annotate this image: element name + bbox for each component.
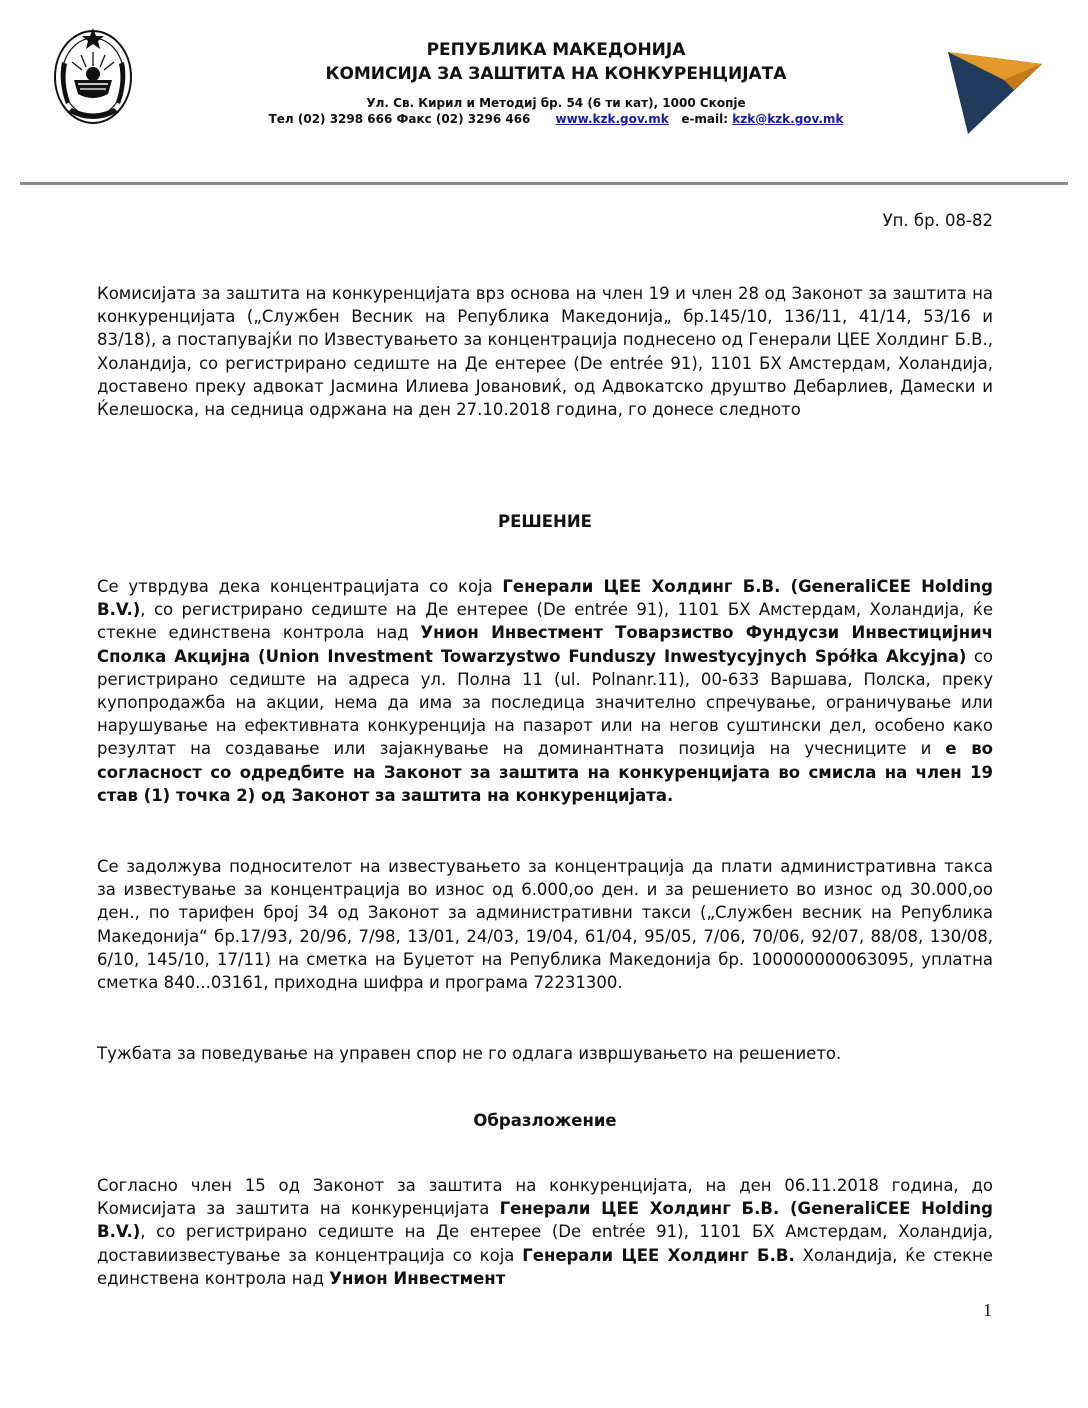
decision-text-1: Се утврдува дека концентрацијата со која [97,577,503,596]
page-number: 1 [983,1300,992,1320]
website-link[interactable]: www.kzk.gov.mk [555,112,669,126]
email-label: e-mail: [681,112,729,126]
header-country: РЕПУБЛИКА МАКЕДОНИЈА [426,40,686,60]
header-address: Ул. Св. Кирил и Методиј бр. 54 (6 ти кат), 1000 Скопје [366,96,746,110]
decision-conclusion: е во согласност со одредбите на Законот за заштита на конкуренцијата во смисла на член 19 став (1) точка 2) од Законот за заштита на конкуренцијата. [97,739,993,805]
appeal-paragraph: Тужбата за поведување на управен спор не го одлага извршувањето на решението. [97,1044,842,1063]
header-divider [20,182,1068,185]
decision-paragraph [97,575,993,807]
target-name: Унион Инвестмент Товарзиство Фундусзи Инвестицијнич Сполка Акцијна (Union Investment Towarzystwo Funduszy Inwestycyjnych Spółka Akcyjna) [97,623,993,666]
reference-number: Уп. бр. 08-82 [882,211,993,230]
email-link[interactable]: kzk@kzk.gov.mk [732,112,844,126]
state-emblem-icon [48,22,138,128]
decision-text-3: со регистрирано седиште на адреса ул. Полна 11 (ul. Polnanr.11), 00-633 Варшава, Полска, преку купопродажба на акции, нема да има за последица значително спречување, ограничување или нарушување на ефективната конкуренција на пазарот или на негов суштински дел, особено како резултат на создавање или зајакнување на доминантната позиција на учесниците и [97,646,993,759]
acquirer-name: Генерали ЦЕЕ Холдинг Б.В. (GeneraliCEE Holding B.V.) [97,577,993,620]
kzk-triangle-logo-icon [944,50,1048,136]
reasoning-acquirer-short: Генерали ЦЕЕ Холдинг Б.В. [522,1245,795,1265]
reasoning-target-start: Унион Инвестмент [329,1268,506,1288]
reasoning-text-3: Холандија, ќе стекне единствена контрола над [97,1245,993,1288]
decision-text-2: , со регистрирано седиште на Де ентерее (De entrée 91), 1101 БХ Амстердам, Холандија, ќе стекне единствена контрола над [97,600,993,643]
decision-title: РЕШЕНИЕ [498,512,592,531]
header-phone-fax: Тел (02) 3298 666 Факс (02) 3296 466 [268,112,531,126]
reasoning-acquirer-name: Генерали ЦЕЕ Холдинг Б.В. (GeneraliCEE Holding B.V.) [97,1199,993,1242]
reasoning-text-2: , со регистрирано седиште на Де ентерее (De entrée 91), 1101 БХ Амстердам, Холандија, доставиизвестување за концентрација со која [97,1222,993,1265]
header-commission: КОМИСИЈА ЗА ЗАШТИТА НА КОНКУРЕНЦИЈАТА [325,64,787,84]
header-contacts [160,112,952,126]
reasoning-text-1: Согласно член 15 од Законот за заштита на конкуренцијата, на ден 06.11.2018 година, до Комисијата за заштита на конкуренцијата [97,1176,993,1219]
reasoning-paragraph [97,1174,993,1290]
reasoning-title: Образложение [473,1111,617,1130]
fee-paragraph: Се задолжува подносителот на известувањето за концентрација да плати административна такса за известување за концентрација во износ од 6.000,оо ден. и за решението во износ од 30.000,оо ден., по тарифен број 34 од Законот за административни такси („Службен весник на Република Македонија“ бр.17/93, 20/96, 7/98, 13/01, 24/03, 19/04, 61/04, 95/05, 7/06, 70/06, 92/07, 88/08, 130/08, 6/10, 145/10, 17/11) на сметка на Буџетот на Република Македонија бр. 100000000063095, уплатна сметка 840...03161, приходна шифра и програма 72231300. [97,857,993,993]
preamble-paragraph: Комисијата за заштита на конкуренцијата врз основа на член 19 и член 28 од Законот за заштита на конкуренцијата („Службен Весник на Република Македонија„ бр.145/10, 136/11, 41/14, 53/16 и 83/18), а постапувајќи по Известувањето за концентрација поднесено од Генерали ЦЕЕ Холдинг Б.В., Холандија, со регистрирано седиште на Де ентерее (De entrée 91), 1101 БХ Амстердам, Холандија, доставено преку адвокат Јасмина Илиева Јовановиќ, од Адвокатско друштво Дебарлиев, Дамески и Ќелешоска, на седница одржана на ден 27.10.2018 година, го донесе следното [97,284,993,420]
